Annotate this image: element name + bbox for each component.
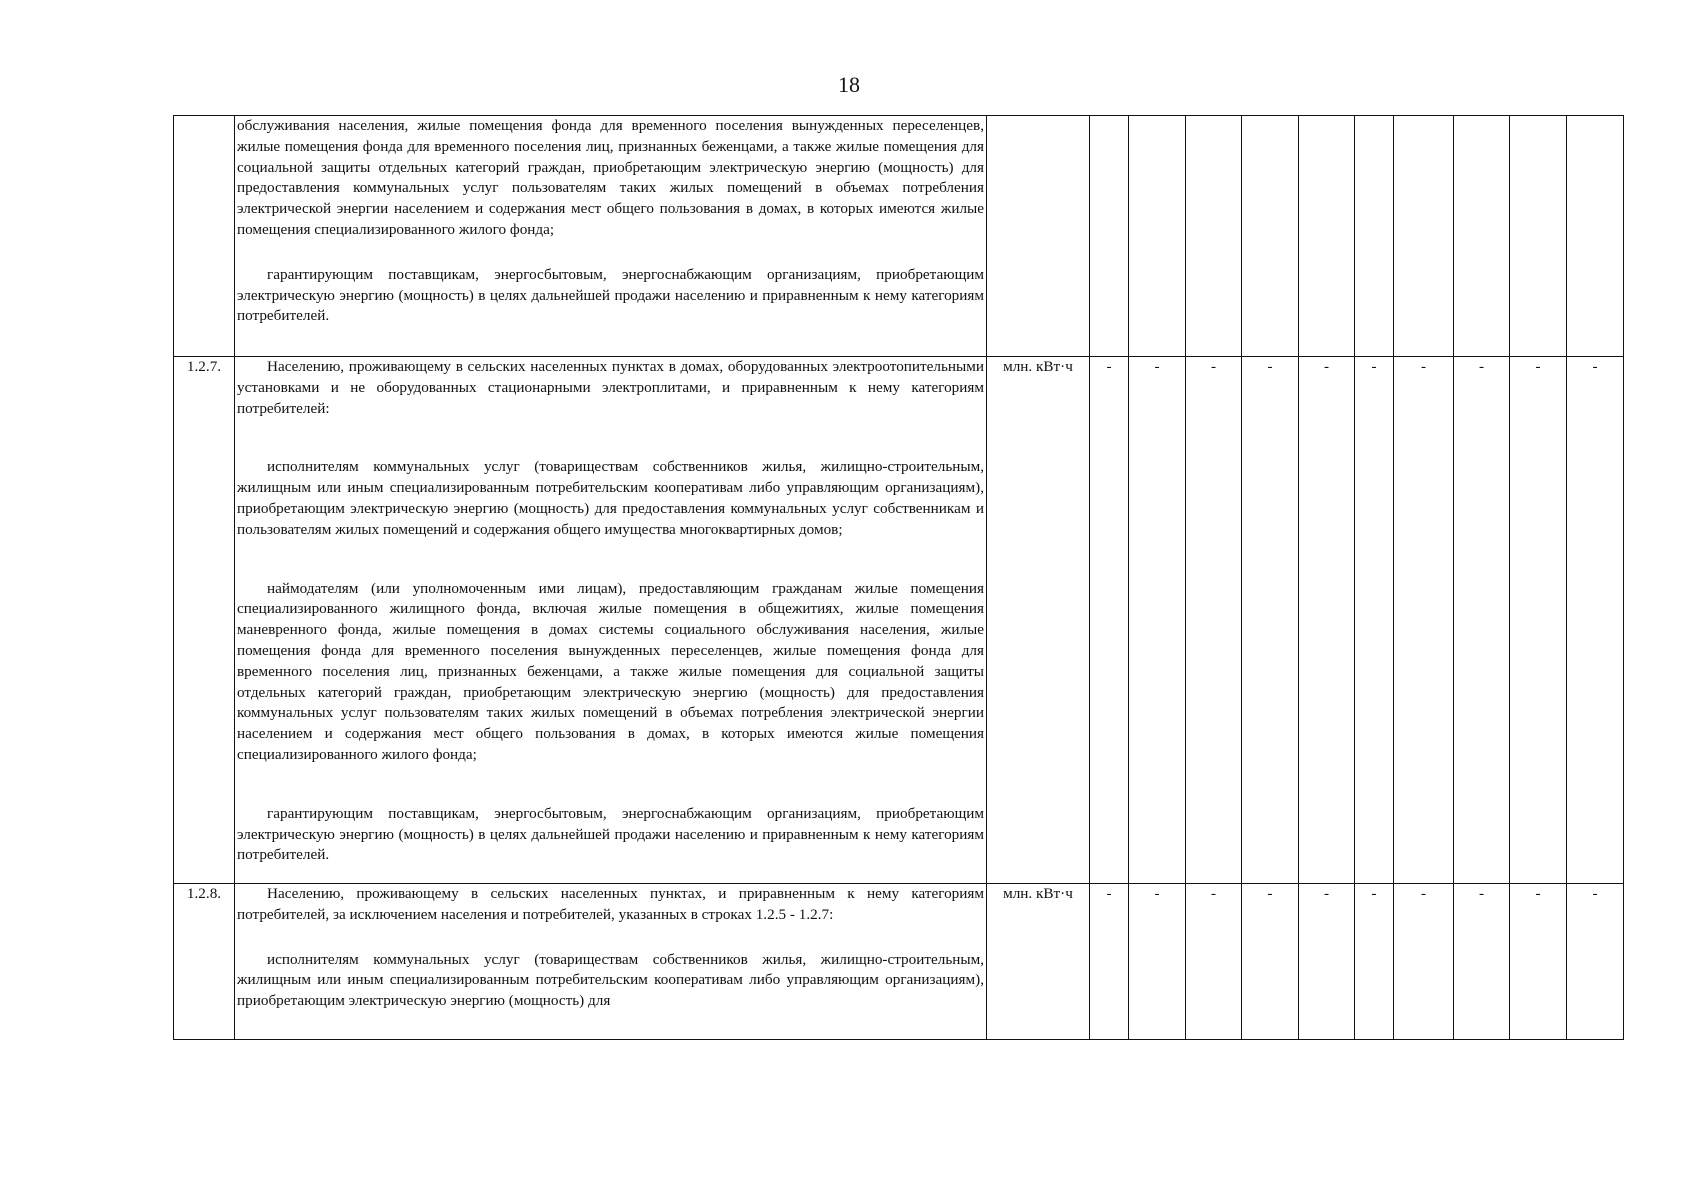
value-cell [1510, 116, 1567, 357]
value-cell: - [1242, 357, 1299, 884]
table-row [174, 116, 1624, 357]
value-cell: - [1394, 884, 1454, 1040]
value-cell: - [1186, 357, 1242, 884]
value-cell: - [1510, 357, 1567, 884]
value-cell [1567, 116, 1624, 357]
value-cell: - [1299, 884, 1355, 1040]
value-cell: - [1567, 884, 1624, 1040]
paragraph: Населению, проживающему в сельских населенных пунктах, и приравненным к нему категориям потребителей, за исключением населения и потребителей, указанных в строках 1.2.5 - 1.2.7: [237, 885, 984, 923]
paragraph: исполнителям коммунальных услуг (товариществам собственников жилья, жилищно-строительным, жилищным или иным специализированным потребительским кооперативам либо управляющим организациям), приобретающим электрическую энергию (мощность) для предоставления коммунальных услуг собственникам и пользователям жилых помещений и содержания общего имущества многоквартирных домов; [237, 458, 984, 538]
value-cell: - [1186, 884, 1242, 1040]
value-cell [1186, 116, 1242, 357]
value-cell [1454, 116, 1510, 357]
value-cell [1242, 116, 1299, 357]
table-row [174, 357, 1624, 884]
unit-cell [987, 116, 1090, 357]
row-number: 1.2.8. [174, 884, 235, 1040]
value-cell: - [1299, 357, 1355, 884]
value-cell [1355, 116, 1394, 357]
page-number: 18 [838, 72, 860, 97]
value-cell: - [1454, 357, 1510, 884]
value-cell: - [1567, 357, 1624, 884]
paragraph: гарантирующим поставщикам, энергосбытовым, энергоснабжающим организациям, приобретающим электрическую энергию (мощность) в целях дальнейшей продажи населению и приравненным к нему категориям потребителей. [237, 265, 984, 325]
row-description [235, 357, 987, 884]
unit-cell: млн. кВт·ч [987, 884, 1090, 1040]
value-cell: - [1242, 884, 1299, 1040]
paragraph: гарантирующим поставщикам, энергосбытовым, энергоснабжающим организациям, приобретающим электрическую энергию (мощность) в целях дальнейшей продажи населению и приравненным к нему категориям потребителей. [237, 804, 984, 864]
value-cell: - [1090, 884, 1129, 1040]
paragraph: наймодателям (или уполномоченным ими лицам), предоставляющим гражданам жилые помещения специализированного жилищного фонда, включая жилые помещения в общежитиях, жилые помещения маневренного фонда, жилые помещения в домах системы социального обслуживания населения, жилые помещения фонда для временного поселения вынужденных переселенцев, жилые помещения фонда для временного поселения лиц, признанных беженцами, а также жилые помещения для социальной защиты отдельных категорий граждан, приобретающим электрическую энергию (мощность) для предоставления коммунальных услуг пользователям таких жилых помещений в объемах потребления электрической энергии населением и содержания мест общего пользования в домах, в которых имеются жилые помещения специализированного жилого фонда; [237, 579, 984, 763]
value-cell [1299, 116, 1355, 357]
value-cell: - [1355, 357, 1394, 884]
row-number [174, 116, 235, 357]
unit-cell: млн. кВт·ч [987, 357, 1090, 884]
value-cell: - [1394, 357, 1454, 884]
indicators-table [173, 115, 1624, 1040]
value-cell: - [1355, 884, 1394, 1040]
value-cell [1129, 116, 1186, 357]
row-number: 1.2.7. [174, 357, 235, 884]
value-cell: - [1454, 884, 1510, 1040]
paragraph: исполнителям коммунальных услуг (товариществам собственников жилья, жилищно-строительным, жилищным или иным специализированным потребительским кооперативам либо управляющим организациям), приобретающим электрическую энергию (мощность) для [237, 950, 984, 1010]
value-cell: - [1510, 884, 1567, 1040]
value-cell: - [1129, 357, 1186, 884]
paragraph: обслуживания населения, жилые помещения фонда для временного поселения вынужденных переселенцев, жилые помещения фонда для временного поселения лиц, признанных беженцами, а также жилые помещения для социальной защиты отдельных категорий граждан, приобретающим электрическую энергию (мощность) для предоставления коммунальных услуг пользователям таких жилых помещений в объемах потребления электрической энергии населением и содержания мест общего пользования в домах, в которых имеются жилые помещения специализированного жилого фонда; [237, 117, 984, 238]
paragraph: Населению, проживающему в сельских населенных пунктах в домах, оборудованных электроотопительными установками и не оборудованных стационарными электроплитами, и приравненным к нему категориям потребителей: [237, 358, 984, 417]
value-cell [1394, 116, 1454, 357]
value-cell: - [1129, 884, 1186, 1040]
value-cell: - [1090, 357, 1129, 884]
row-description [235, 884, 987, 1040]
value-cell [1090, 116, 1129, 357]
table-row [174, 884, 1624, 1040]
row-description [235, 116, 987, 357]
